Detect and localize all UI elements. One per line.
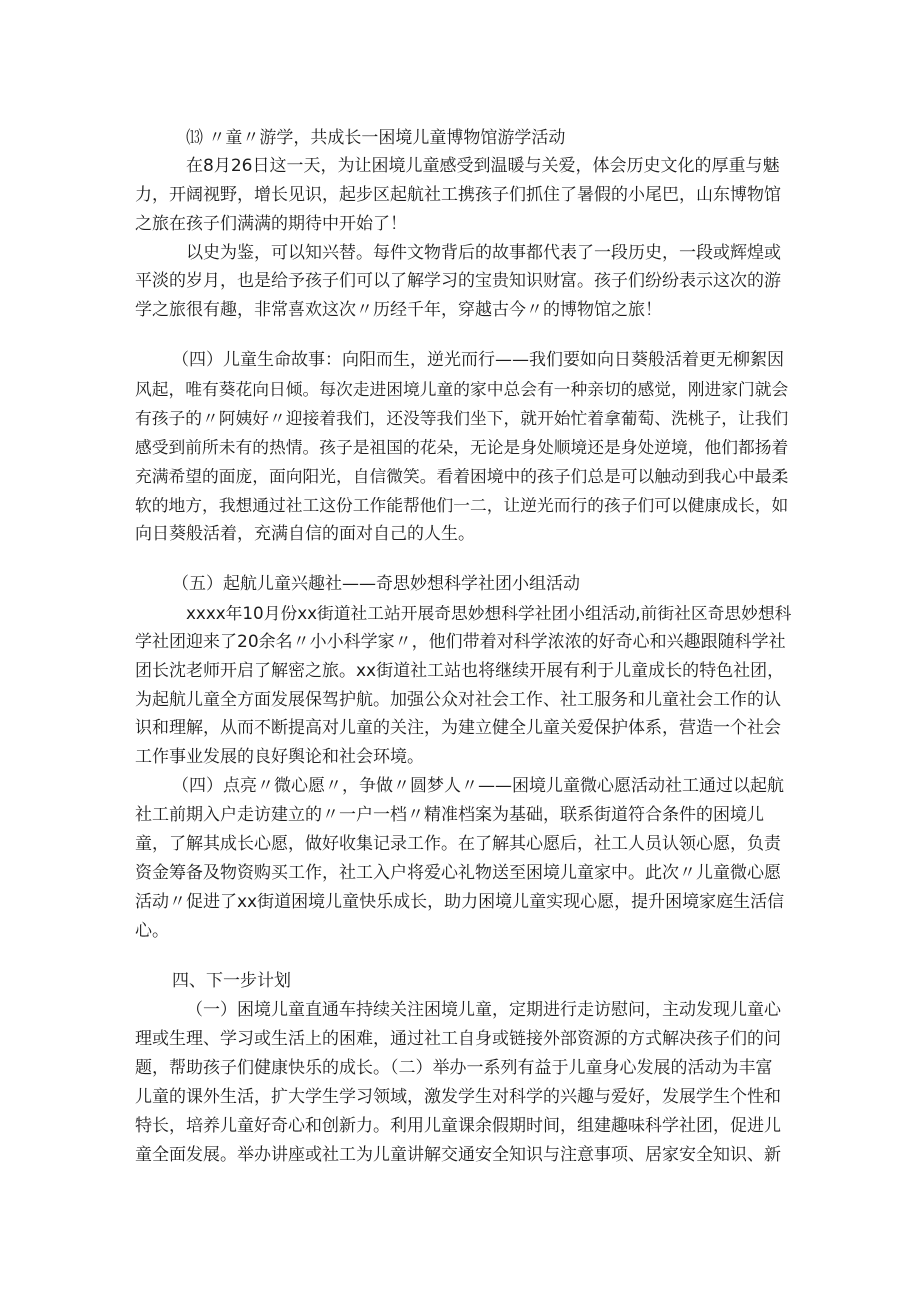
paragraph-line: 以史为鉴，可以知兴替。每件文物背后的故事都代表了一段历史，一段或辉煌或 xyxy=(186,243,781,263)
paragraph-line: 工作事业发展的良好舆论和社会环境。 xyxy=(135,747,424,767)
paragraph-line: 向日葵般活着，充满自信的面对自己的人生。 xyxy=(135,524,475,544)
paragraph-line: 为起航儿童全方面发展保驾护航。加强公众对社会工作、社工服务和儿童社会工作的认 xyxy=(135,690,781,710)
paragraph-line: 童，了解其成长心愿，做好收集记录工作。在了解其心愿后，社工人员认领心愿，负责 xyxy=(135,834,781,854)
paragraph-line: （四）点亮〃微心愿〃，争做〃圆梦人〃——困境儿童微心愿活动社工通过以起航 xyxy=(172,776,784,796)
section-heading: 四、下一步计划 xyxy=(172,971,291,991)
paragraph-line: 社工前期入户走访建立的〃一户一档〃精准档案为基础，联系街道符合条件的困境儿 xyxy=(135,805,764,825)
paragraph-line: 题，帮助孩子们健康快乐的成长。（二）举办一系列有益于儿童身心发展的活动为丰富 xyxy=(135,1058,773,1078)
paragraph-line: 平淡的岁月，也是给予孩子们可以了解学习的宝贵知识财富。孩子们纷纷表示这次的游 xyxy=(135,271,781,291)
paragraph-line: 童全面发展。举办讲座或社工为儿童讲解交通安全知识与注意事项、居家安全知识、新 xyxy=(135,1145,781,1165)
paragraph-line: 软的地方，我想通过社工这份工作能帮他们一二，让逆光而行的孩子们可以健康成长，如 xyxy=(135,495,789,515)
paragraph-line: （四）儿童生命故事：向阳而生，逆光而行——我们要如向日葵般活着更无柳絮因 xyxy=(172,350,784,370)
paragraph-line: （一）困境儿童直通车持续关注困境儿童，定期进行走访慰问，主动发现儿童心 xyxy=(186,1000,781,1020)
paragraph-line: 特长，培养儿童好奇心和创新力。利用儿童课余假期时间，组建趣味科学社团，促进儿 xyxy=(135,1116,781,1136)
paragraph-line: 感受到前所未有的热情。孩子是祖国的花朵，无论是身处顺境还是身处逆境，他们都扬着 xyxy=(135,437,789,457)
paragraph-line: 学之旅很有趣，非常喜欢这次〃历经千年，穿越古今〃的博物馆之旅！ xyxy=(135,300,662,320)
paragraph-line: 心。 xyxy=(135,921,169,941)
paragraph-line: 儿童的课外生活，扩大学生学习领域，激发学生对科学的兴趣与爱好，发展学生个性和 xyxy=(135,1087,781,1107)
paragraph-line: 资金筹备及物资购买工作，社工入户将爱心礼物送至困境儿童家中。此次〃儿童微心愿 xyxy=(135,863,781,883)
paragraph-line: 充满希望的面庞，面向阳光，自信微笑。看着困境中的孩子们总是可以触动到我心中最柔 xyxy=(135,466,789,486)
paragraph-line: 团长沈老师开启了解密之旅。xx街道社工站也将继续开展有利于儿童成长的特色社团， xyxy=(135,661,785,681)
paragraph-line: 学社团迎来了20余名〃小小科学家〃，他们带着对科学浓浓的好奇心和兴趣跟随科学社 xyxy=(135,632,786,652)
section-heading: ⒀ 〃童〃游学，共成长一困境儿童博物馆游学活动 xyxy=(186,128,566,148)
paragraph-line: 力，开阔视野，增长见识，起步区起航社工携孩子们抓住了暑假的小尾巴，山东博物馆 xyxy=(135,185,781,205)
section-heading: （五）起航儿童兴趣社——奇思妙想科学社团小组活动 xyxy=(172,574,580,594)
paragraph-line: 活动〃促进了xx街道困境儿童快乐成长，助力困境儿童实现心愿，提升困境家庭生活信 xyxy=(135,892,785,912)
paragraph-line: 风起，唯有葵花向日倾。每次走进困境儿童的家中总会有一种亲切的感觉，刚进家门就会 xyxy=(135,379,789,399)
paragraph-line: 有孩子的〃阿姨好〃迎接着我们，还没等我们坐下，就开始忙着拿葡萄、洗桃子，让我们 xyxy=(135,408,789,428)
paragraph-line: xxxx年10月份xx街道社工站开展奇思妙想科学社团小组活动,前街社区奇思妙想科 xyxy=(186,603,792,623)
paragraph-line: 识和理解，从而不断提高对儿童的关注，为建立健全儿童关爱保护体系，营造一个社会 xyxy=(135,718,781,738)
paragraph-line: 之旅在孩子们满满的期待中开始了！ xyxy=(135,214,407,234)
paragraph-line: 在8月26日这一天，为让困境儿童感受到温暖与关爱，体会历史文化的厚重与魅 xyxy=(186,156,780,176)
paragraph-line: 理或生理、学习或生活上的困难，通过社工自身或链接外部资源的方式解决孩子们的问 xyxy=(135,1029,781,1049)
